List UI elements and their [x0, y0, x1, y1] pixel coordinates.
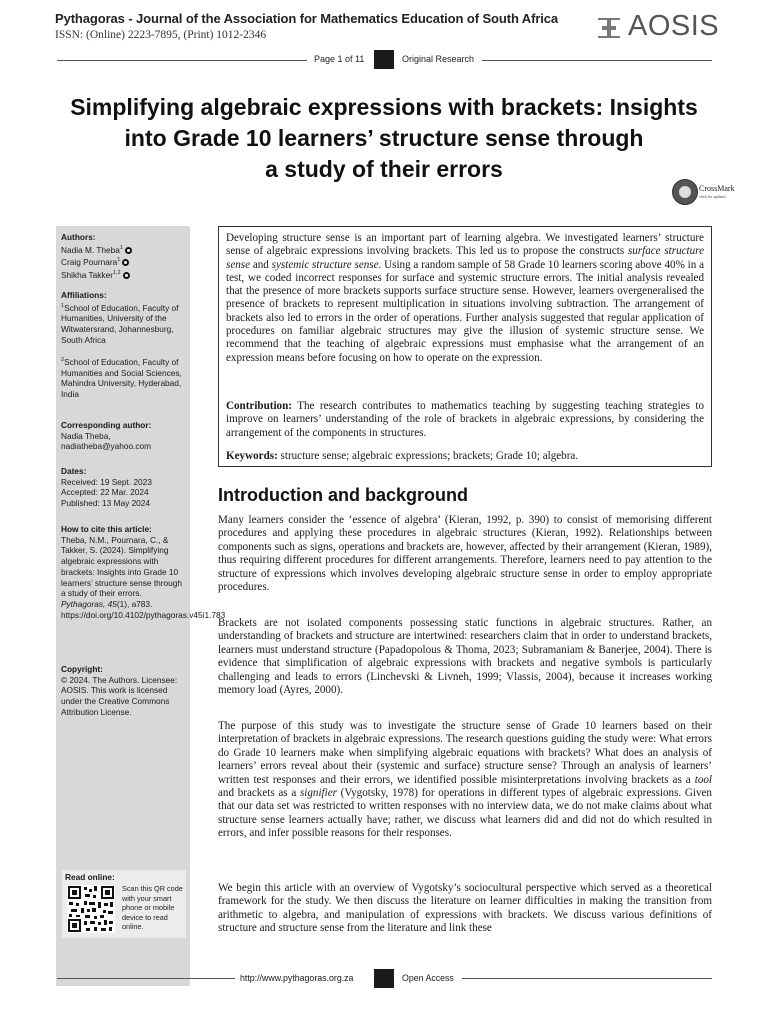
affiliations-heading: Affiliations: — [61, 290, 107, 300]
crossmark-label: CrossMark — [699, 184, 735, 193]
cite-heading: How to cite this article: — [61, 524, 152, 534]
orcid-icon[interactable] — [125, 247, 132, 254]
aosis-logo-icon — [595, 15, 623, 41]
cite-text: Theba, N.M., Pournara, C., & Takker, S. (2024). Simplifying algebraic expressions with brackets: Insights into Grade 10 learners’ structure sense through a study of their errors. Pythagoras, 45(1), a783. https://doi.org/10.4102/pythagoras.v45i1.783 — [61, 534, 226, 620]
issn: ISSN: (Online) 2223-7895, (Print) 1012-2346 — [55, 29, 267, 41]
authors-block — [61, 232, 189, 280]
open-access-label: Open Access — [402, 973, 454, 983]
date-received: Received: 19 Sept. 2023 — [61, 476, 152, 487]
crossmark-badge[interactable] — [672, 177, 742, 207]
section-heading: Introduction and background — [218, 485, 468, 505]
author-1: Nadia M. Theba$^1$ — [61, 243, 189, 255]
footer-rule-right — [462, 978, 712, 979]
body-paragraph-3: The purpose of this study was to investigate the structure sense of Grade 10 learners based on their interpretation of brackets in algebraic expressions. The research questions guiding the study were: What errors do Grade 10 learners make when simplifying algebraic equations with brackets? What does an analysis of learners’ errors reveal about their (systemic and surface) structure sense? Through an analysis of learners’ written test responses and their errors, we identified possible misinterpretations involving brackets as a tool and brackets as a signifier (Vygotsky, 1978) for operations in different types of algebraic expressions. Given that our data set was restricted to written responses with no interview data, we do not make claims about what structure sense learners actually have; rather, we discuss what learners did and did not do which resulted in errors, and infer possible reasons for their responses. — [218, 720, 712, 840]
article-type: Original Research — [402, 54, 475, 64]
orcid-icon[interactable] — [122, 259, 129, 266]
crossmark-icon — [672, 179, 698, 205]
read-online-box — [62, 870, 186, 938]
footer-rule-left — [57, 978, 235, 979]
read-online-text: Scan this QR code with your smart phone or mobile device to read online. — [122, 884, 183, 931]
abstract-text: Developing structure sense is an important part of learning algebra. We investigated learners’ structure sense of algebraic expressions involving brackets. This led us to propose the constructs surface structure sense and systemic structure sense. Using a random sample of 58 Grade 10 learners scoring above 40% in a test, we coded incorrect responses for surface and systemic structure errors. The initial analysis revealed that the presence of more brackets supports surface structure sense. However, learners overgeneralised the presence of brackets to represent multiplication in situations involving subtraction. The arrangement of brackets also led to errors in the order of operations. Further analysis suggested that regular application of procedures on familiar algebraic structures may give the illusion of systemic structure sense. We recommend that the teaching of algebraic expressions must emphasise what the arrangement of an expression means before focusing on how to operate on the expression. — [226, 232, 704, 364]
copyright-heading: Copyright: — [61, 664, 103, 674]
abstract-box — [218, 226, 712, 467]
contribution-text: Contribution: The research contributes to mathematics teaching by suggesting teaching strategies to improve on learners’ understanding of the role of brackets in algebraic expressions, by considering the arrangement of the components in structures. — [226, 400, 704, 439]
aosis-logo-text: AOSIS — [628, 10, 720, 42]
title-line-2: into Grade 10 learners’ structure sense through — [124, 125, 644, 151]
header-rule-left — [57, 60, 307, 61]
copyright-block — [61, 664, 183, 718]
dates-heading: Dates: — [61, 466, 87, 476]
footer-url[interactable]: http://www.pythagoras.org.za — [240, 973, 354, 983]
corresponding-block — [61, 420, 189, 452]
crossmark-sub: click for updates — [699, 194, 726, 199]
authors-heading: Authors: — [61, 232, 96, 242]
affiliations-block — [61, 290, 189, 400]
read-online-heading: Read online: — [65, 872, 115, 882]
journal-title: Pythagoras - Journal of the Association for Mathematics Education of South Africa — [55, 11, 559, 26]
corresponding-heading: Corresponding author: — [61, 420, 152, 430]
body-paragraph-1: Many learners consider the ‘essence of algebra’ (Kieran, 1992, p. 390) to consist of memorising different procedures and applying these procedures in algebraic structures (Kieran, 1992). Relationships between components such as signs, operations and brackets are, however, affected by their arrangement (Kieran, 1989), thus requiring different procedures for different arrangements. Therefore, learners need to pay attention to the structure of expressions which involves developing algebraic structure sense in order to employ appropriate procedures. — [218, 514, 712, 594]
cite-block — [61, 524, 226, 620]
corresponding-name: Nadia Theba, — [61, 430, 111, 441]
header-marker — [374, 50, 394, 69]
date-accepted: Accepted: 22 Mar. 2024 — [61, 487, 149, 498]
keywords-text: Keywords: structure sense; algebraic expressions; brackets; Grade 10; algebra. — [226, 450, 579, 462]
affiliation-2: $^2$School of Education, Faculty of Humanities and Social Sciences, Mahindra University, Hyderabad, India — [61, 357, 182, 400]
qr-code-icon[interactable] — [67, 885, 115, 933]
title-line-1: Simplifying algebraic expressions with brackets: Insights — [70, 94, 698, 120]
title-line-3: a study of their errors — [265, 156, 503, 182]
author-3: Shikha Takker$^{1,2}$ — [61, 268, 189, 280]
body-paragraph-4: We begin this article with an overview of Vygotsky’s sociocultural perspective which served as a theoretical framework for the study. We then discuss the literature on learner difficulties in making the transition from arithmetic to algebra, and manipulation of expressions with brackets. We discuss various definitions of structure and structure sense from the literature and link these — [218, 882, 712, 935]
body-paragraph-2: Brackets are not isolated components possessing static functions in algebraic structures. Rather, an understanding of brackets and structure are intertwined: researchers claim that in order to understand brackets, learners must understand structure (Papadopolous & Thoma, 2023; Subramaniam & Banerjee, 2004). There is evidence that simplification of algebraic expressions with brackets and negative symbols is particularly challenging and leads to errors (Linchevski & Livneh, 1999; Vlassis, 2004), because it increases working memory load (Ayres, 2000). — [218, 617, 712, 697]
author-2: Craig Pournara$^1$ — [61, 255, 189, 267]
article-title — [40, 92, 728, 185]
corresponding-email[interactable]: nadiatheba@yahoo.com — [61, 441, 152, 452]
date-published: Published: 13 May 2024 — [61, 498, 151, 509]
footer-marker — [374, 969, 394, 988]
page-number: Page 1 of 11 — [314, 54, 365, 64]
dates-block — [61, 466, 189, 509]
orcid-icon[interactable] — [123, 272, 130, 279]
copyright-text: © 2024. The Authors. Licensee: AOSIS. This work is licensed under the Creative Commons Attribution License. — [61, 674, 178, 717]
affiliation-1: $^1$School of Education, Faculty of Humanities, University of the Witwatersrand, Johannesburg, South Africa — [61, 302, 179, 345]
header-rule-right — [482, 60, 712, 61]
